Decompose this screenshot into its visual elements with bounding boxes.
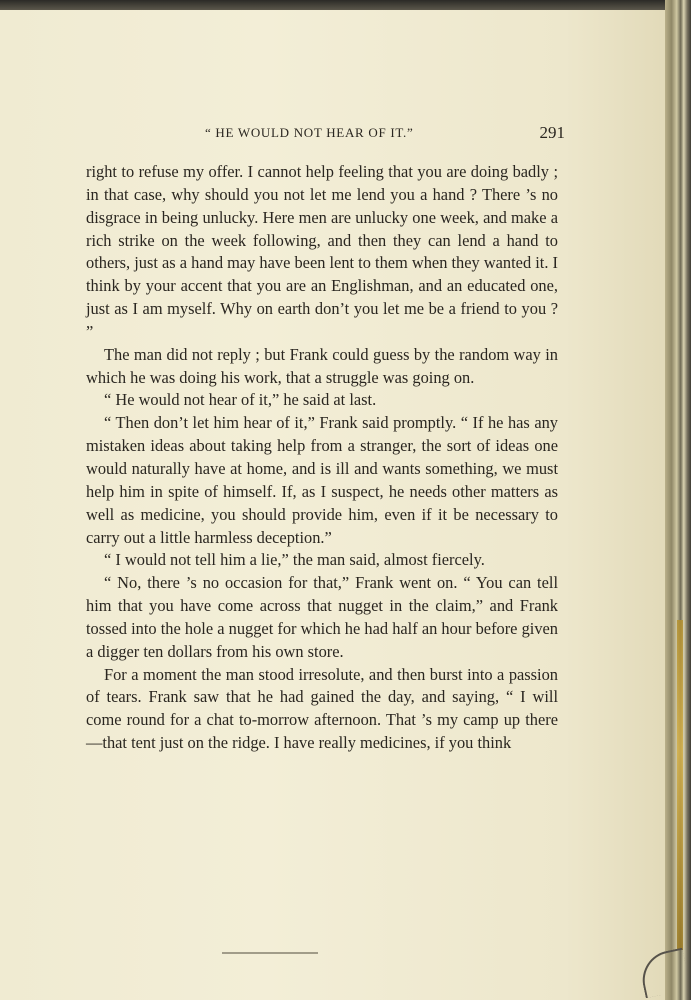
paragraph: “ No, there ’s no occasion for that,” Frank went on. “ You can tell him that you have come across that nugget in the claim,” and Frank tossed into the hole a nugget for which he had half an hour before given a digger ten dollars from his own store. [86,573,558,661]
paragraph: “ Then don’t let him hear of it,” Frank said promptly. “ If he has any mistaken ideas about taking help from a stranger, the sort of ideas one would naturally have at home, and is ill and wants something, we must help him in spite of himself. If, as I suspect, he needs other matters as well as medicine, you should provide him, even if it be necessary to carry out a little harmless deception.” [86,413,558,547]
paragraph: “ He would not hear of it,” he said at last. [104,390,377,410]
paragraph: right to refuse my offer. I cannot help feeling that you are doing badly ; in that case, why should you not let me lend you a hand ? There ’s no disgrace in being unlucky. Here men are unlucky one week, and make a rich strike on the week following, and then they can lend a hand to others, just as a hand may have been lent to them when they wanted it. I think by your accent that you are an Englishman, and an educated one, just as I am myself. Why on earth don’t you let me be a friend to you ? ” [86,162,559,341]
paragraph: The man did not reply ; but Frank could guess by the random way in which he was doing his work, that a struggle was going on. [86,344,558,387]
paragraph: For a moment the man stood irresolute, and then burst into a passion of tears. Frank saw that he had gained the day, and saying, “ I will come round for a chat to-morrow afternoon. That ’s my camp up there—that tent just on the ridge. I have really medicines, if you think [86,664,558,753]
running-title: “ HE WOULD NOT HEAR OF IT.” [205,125,414,140]
paragraph: “ I would not tell him a lie,” the man said, almost fiercely. [104,550,485,570]
scan-top-border [0,0,691,10]
body-text [86,161,558,755]
page-header [205,125,565,149]
footer-rule [222,952,318,954]
gilt-edge [677,620,683,950]
page-number: 291 [539,123,565,142]
